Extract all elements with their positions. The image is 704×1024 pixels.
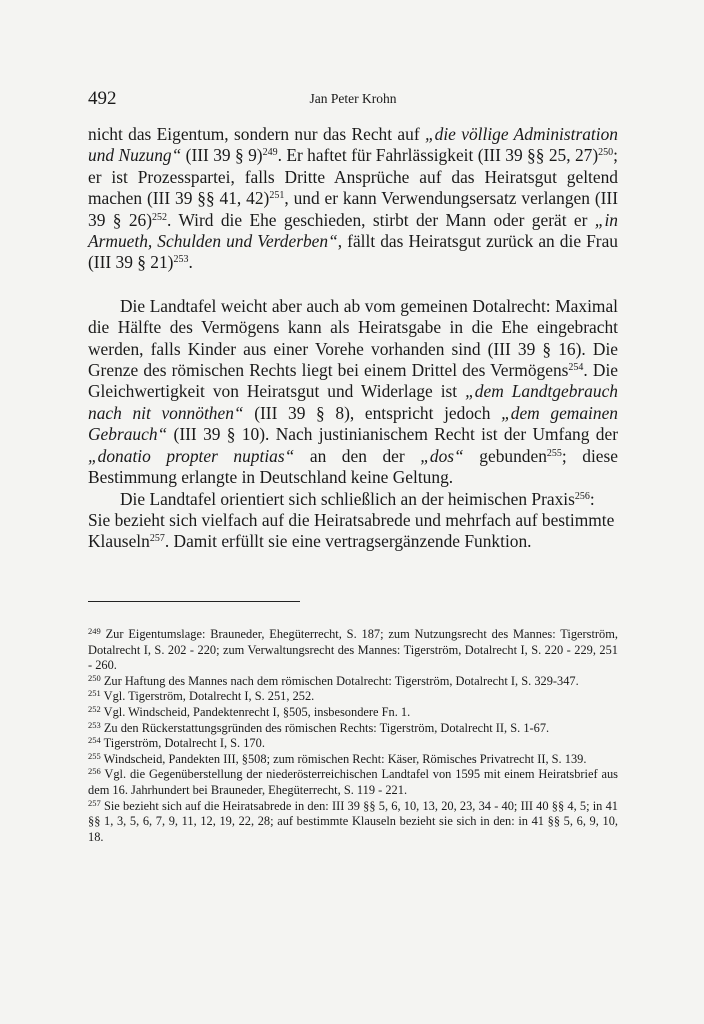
footnote-ref: 252 [152,211,168,223]
text-run: . Wird die Ehe geschieden, stirbt der Mann oder gerät er [167,209,595,230]
footnote-text: Zur Eigentumslage: Brauneder, Ehegüterrecht, S. 187; zum Nutzungsrecht des Mannes: Tigerström, Dotalrecht I, S. 202 - 220; zum Verwaltungsrecht des Mannes: Tigerström, Dotalrecht I, S. 220 - 229, 251 - 260. [88,627,618,673]
footnote [88,627,618,674]
footnote-number: 253 [88,719,101,730]
body-text [88,124,618,553]
footnotes [88,627,618,845]
footnote-ref: 257 [149,533,165,545]
quoted-source-text: „in Armueth, Schulden und Verderben“ [88,209,618,252]
text-run: gebunden [463,445,547,466]
text-run: Die Landtafel orientiert sich schließlich an der heimischen Praxis [120,488,575,509]
text-run: (III 39 § 9) [181,145,263,166]
footnote-text: Vgl. die Gegenüberstellung der niederösterreichischen Landtafel von 1595 mit einem Heiratsbrief aus dem 16. Jahrhundert bei Brauneder, Ehegüterrecht, S. 119 - 221. [88,767,618,797]
quoted-source-text: „dos“ [420,445,464,466]
footnote-number: 249 [88,626,101,636]
footnote-ref: 256 [574,490,590,502]
footnote [88,736,618,752]
footnote-number: 250 [88,672,101,683]
footnote [88,767,618,798]
footnote-number: 251 [88,688,101,699]
footnote [88,674,618,690]
text-run: ; diese Bestimmung erlangte in Deutschland keine Geltung. [88,445,618,488]
text-run: . [188,252,193,273]
running-head: Jan Peter Krohn [309,91,397,106]
quoted-source-text: „donatio propter nuptias“ [88,445,295,466]
footnote-ref: 254 [568,362,584,374]
footnote-ref: 250 [598,147,614,159]
text-run: . Die Gleichwertigkeit von Heiratsgut und Widerlage ist [88,360,619,402]
footnote-text: Zur Haftung des Mannes nach dem römischen Dotalrecht: Tigerström, Dotalrecht I, S. 329-347. [100,673,579,688]
paragraph-2 [88,296,618,489]
footnote-number: 256 [88,766,101,777]
quoted-source-text: „dem gemainen Gebrauch“ [88,402,618,445]
text-run: , fällt das Heiratsgut zurück an die Frau (III 39 § 21) [88,231,618,273]
footnote [88,752,618,768]
page-header [88,88,618,112]
quoted-source-text: „die völlige Administration und Nuzung“ [88,124,618,166]
footnote-number: 257 [88,797,101,808]
footnote-separator [88,601,300,602]
footnote [88,705,618,721]
footnote [88,721,618,737]
text-run: Die Landtafel weicht aber auch ab vom gemeinen Dotalrecht: Maximal die Hälfte des Vermögens kann als Heiratsgabe in die Ehe eingebracht werden, falls Kinder aus einer Vorehe vorhanden sind (III 39 § 16). Die Grenze des römischen Rechts liegt bei einem Drittel des Vermögens [88,295,618,381]
paragraph-1 [88,124,618,274]
text-run: an den der [294,445,421,466]
footnote [88,689,618,705]
footnote-number: 255 [88,750,101,761]
footnote-ref: 255 [546,447,562,459]
footnote-ref: 251 [269,190,285,202]
footnote-text: Vgl. Windscheid, Pandektenrecht I, §505, insbesondere Fn. 1. [100,704,411,719]
footnote-number: 252 [88,703,101,714]
text-run: . Damit erfüllt sie eine vertragsergänzende Funktion. [164,531,532,552]
paragraph-3 [88,489,618,553]
text-run: : Sie bezieht sich vielfach auf die Heiratsabrede und mehrfach auf bestimmte Klauseln [88,488,615,552]
text-run: nicht das Eigentum, sondern nur das Recht auf [88,124,425,144]
footnote-text: Windscheid, Pandekten III, §508; zum römischen Recht: Käser, Römisches Privatrecht II, S. 139. [100,751,587,766]
page-number: 492 [88,88,117,109]
text-run: , und er kann Verwendungsersatz verlangen (III 39 § 26) [88,188,618,230]
footnote-text: Sie bezieht sich auf die Heiratsabrede in den: III 39 §§ 5, 6, 10, 13, 20, 23, 34 - 40; III 40 §§ 4, 5; in 41 §§ 1, 3, 5, 6, 7, 9, 11, 12, 19, 22, 28; auf bestimmte Klauseln bezieht sie sich in den: in 41 §§ 5, 6, 9, 10, 18. [88,798,618,844]
text-run: . Er haftet für Fahrlässigkeit (III 39 §§ 25, 27) [277,145,599,166]
footnote-ref: 253 [173,254,189,266]
text-run: ; er ist Prozesspartei, falls Dritte Ansprüche auf das Heiratsgut geltend machen (III 39 §§ 41, 42) [88,145,618,209]
text-run: (III 39 § 10). Nach justinianischem Recht ist der Umfang der [167,424,618,445]
footnote-text: Zu den Rückerstattungsgründen des römischen Rechts: Tigerström, Dotalrecht II, S. 1-67. [100,720,550,735]
quoted-source-text: „dem Landtgebrauch nach nit vonnöthen“ [88,381,618,423]
footnote [88,799,618,846]
footnote-ref: 249 [262,147,278,159]
footnote-text: Vgl. Tigerström, Dotalrecht I, S. 251, 252. [100,689,315,704]
footnote-number: 254 [88,735,101,746]
text-run: (III 39 § 8), entspricht jedoch [243,402,502,423]
footnote-text: Tigerström, Dotalrecht I, S. 170. [100,736,265,751]
